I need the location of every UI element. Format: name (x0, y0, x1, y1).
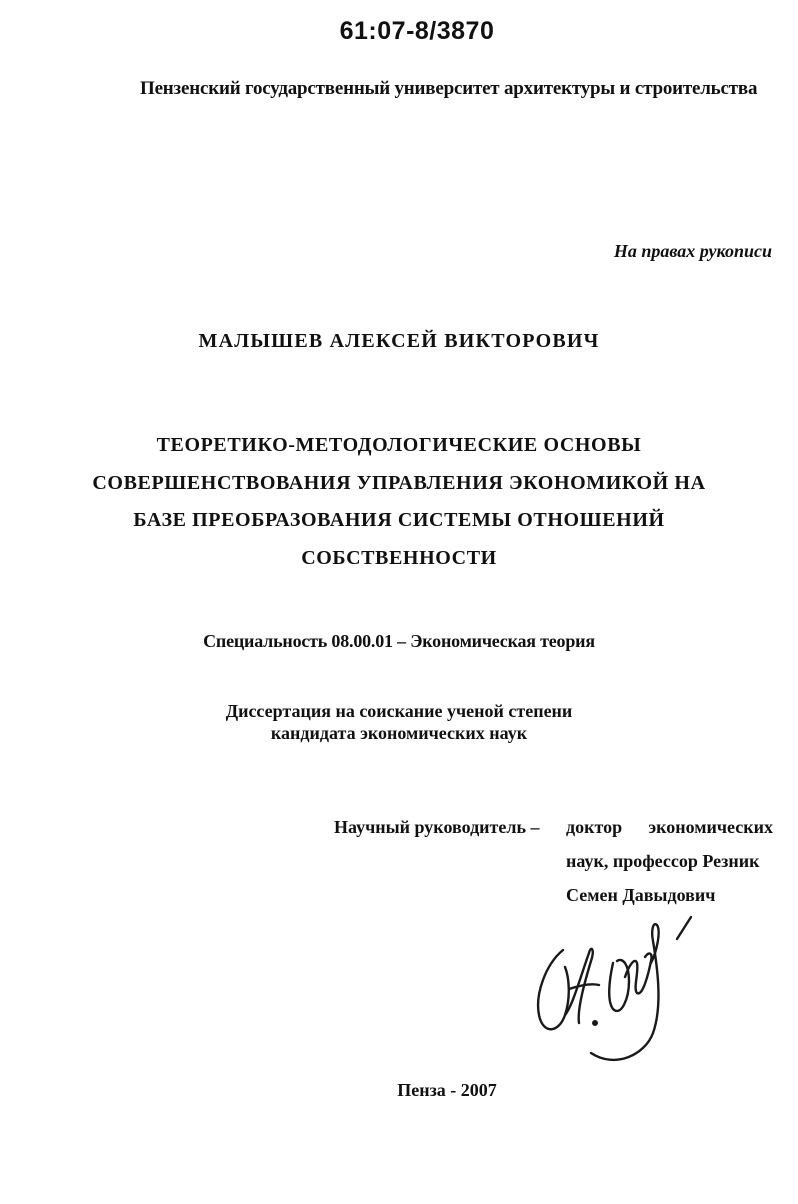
advisor-label: Научный руководитель – (334, 817, 540, 837)
specialty: Специальность 08.00.01 – Экономическая теория (203, 631, 595, 651)
catalog-number: 61:07-8/3870 (339, 17, 495, 45)
title-line: СОВЕРШЕНСТВОВАНИЯ УПРАВЛЕНИЯ ЭКОНОМИКОЙ НА (92, 471, 706, 494)
title-line: СОБСТВЕННОСТИ (301, 546, 497, 569)
degree-line: кандидата экономических наук (270, 722, 528, 743)
city-year: Пенза - 2007 (397, 1080, 497, 1100)
manuscript-note: На правах рукописи (613, 241, 772, 261)
advisor-title-line (566, 817, 773, 838)
title-line: БАЗЕ ПРЕОБРАЗОВАНИЯ СИСТЕМЫ ОТНОШЕНИЙ (133, 509, 665, 531)
advisor-field-word: экономических (648, 817, 773, 837)
advisor-rank-line: наук, профессор Резник (566, 851, 760, 871)
university-name: Пензенский государственный университет архитектуры и строительства (140, 78, 758, 99)
degree-statement (0, 701, 798, 744)
degree-line: Диссертация на соискание ученой степени (225, 701, 573, 721)
dissertation-title (0, 427, 798, 577)
advisor-degree-word: доктор (566, 817, 623, 837)
advisor-name-line: Семен Давыдович (566, 885, 716, 905)
signature-image (525, 905, 705, 1075)
title-line: ТЕОРЕТИКО-МЕТОДОЛОГИЧЕСКИЕ ОСНОВЫ (156, 434, 642, 456)
author-name: МАЛЫШЕВ АЛЕКСЕЙ ВИКТОРОВИЧ (198, 330, 600, 352)
